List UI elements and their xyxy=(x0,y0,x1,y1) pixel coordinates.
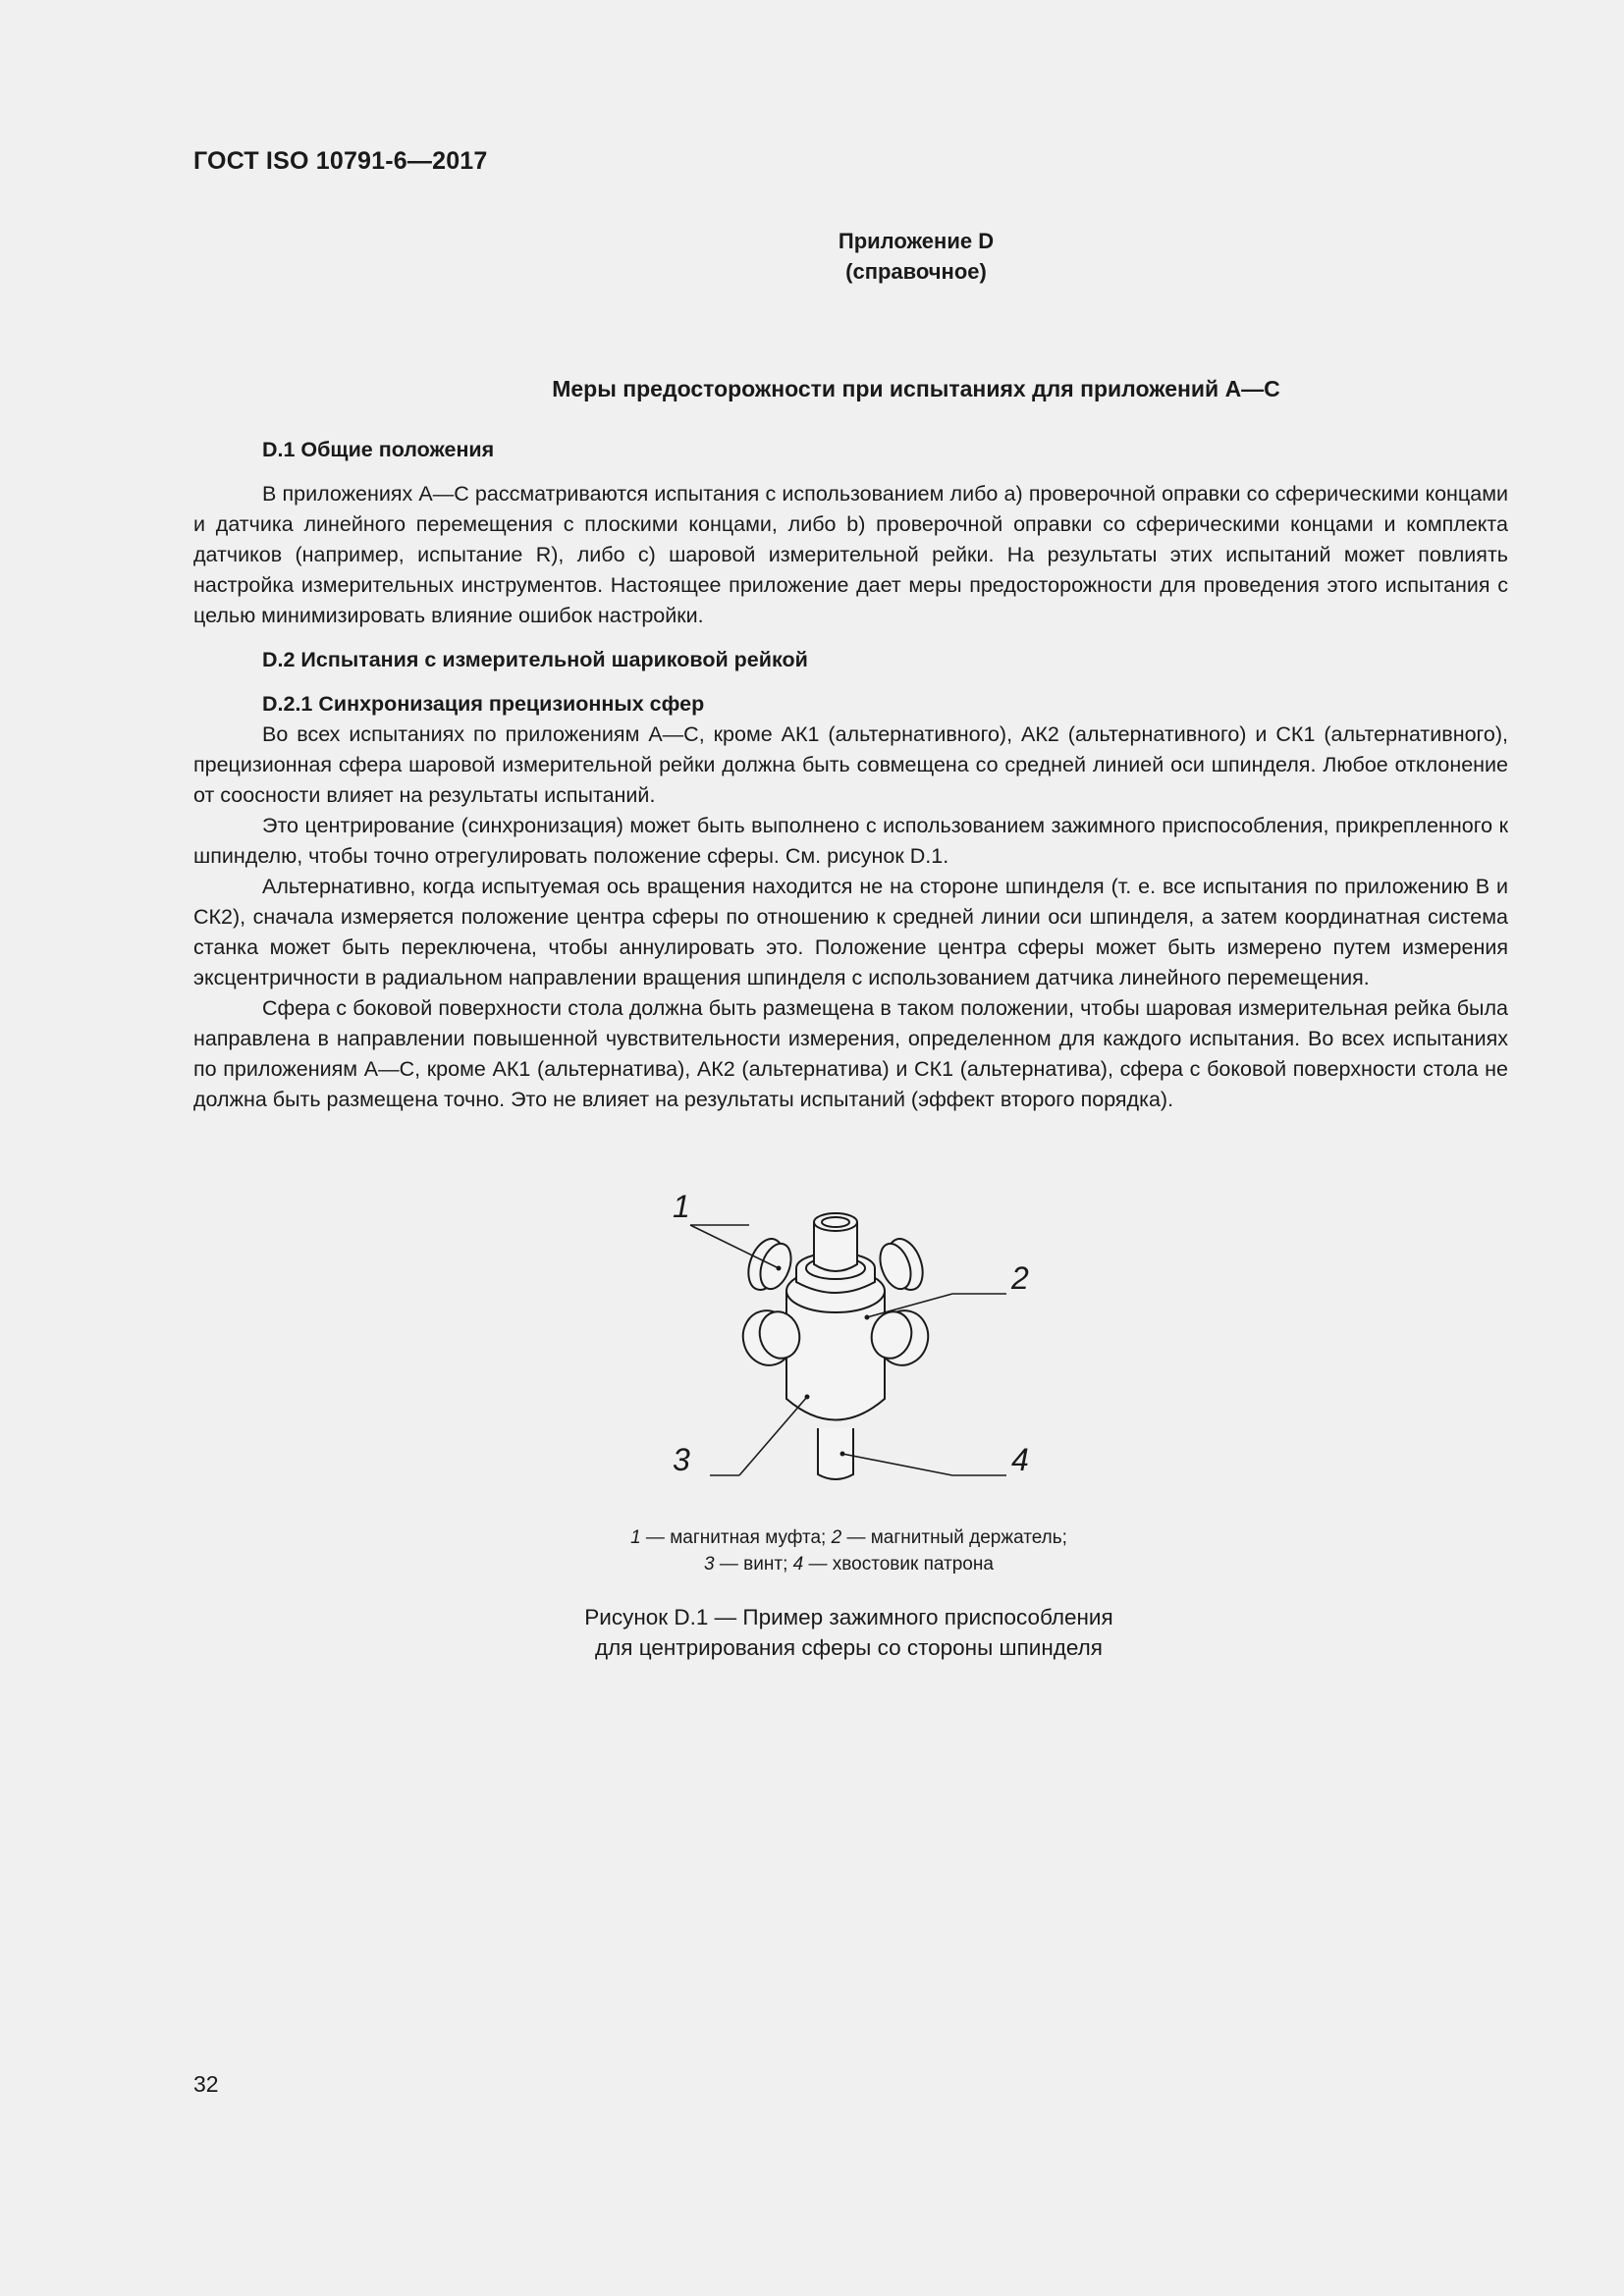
callout-3: 3 xyxy=(673,1442,690,1477)
paragraph-d21-3: Альтернативно, когда испытуемая ось вращения находится не на стороне шпинделя (т. е. все испытания по приложению В и СК2), сначала измеряется положение центра сферы по отношению к средней линии оси шпинделя, а затем координатная система станка может быть переключена, чтобы аннулировать это. Положение центра сферы может быть измерено путем измерения эксцентричности в радиальном направлении вращения шпинделя с использованием датчика линейного перемещения. xyxy=(193,875,1508,989)
legend-number-3: 3 xyxy=(704,1554,715,1575)
legend-number-2: 2 xyxy=(831,1527,842,1548)
legend-text-4: — хвостовик патрона xyxy=(803,1554,994,1575)
legend-number-1: 1 xyxy=(630,1527,641,1548)
section-heading-d1: D.1 Общие положения xyxy=(262,438,495,461)
paragraph-d21-2: Это центрирование (синхронизация) может быть выполнено с использованием зажимного приспособления, прикрепленного к шпинделю, чтобы точно отрегулировать положение сферы. См. рисунок D.1. xyxy=(193,814,1508,868)
page-number: 32 xyxy=(193,2071,219,2097)
paragraph-d1-1: В приложениях А—С рассматриваются испытания с использованием либо а) проверочной оправки со сферическими концами и датчика линейного перемещения с плоскими концами, либо b) проверочной оправки со сферическими концами и комплекта датчиков (например, испытание R), либо с) шаровой измерительной рейки. На результаты этих испытаний может повлиять настройка измерительных инструментов. Настоящее приложение дает меры предосторожности для проведения этого испытания с целью минимизировать влияние ошибок настройки. xyxy=(193,482,1508,627)
section-heading-d2: D.2 Испытания с измерительной шариковой рейкой xyxy=(262,648,808,671)
legend-text-3: — винт; xyxy=(714,1554,793,1575)
clamping-fixture-illustration xyxy=(658,1188,1070,1502)
paragraph-d21-1: Во всех испытаниях по приложениям А—С, кроме АК1 (альтернативного), АК2 (альтернативного) и СК1 (альтернативного), прецизионная сфера шаровой измерительной рейки должна быть совмещена со средней линией оси шпинделя. Любое отклонение от соосности влияет на результаты испытаний. xyxy=(193,722,1508,807)
legend-number-4: 4 xyxy=(792,1554,804,1575)
paragraph-d21-4: Сфера с боковой поверхности стола должна быть размещена в таком положении, чтобы шаровая измерительная рейка была направлена в направлении повышенной чувствительности измерения, определенном для каждого испытания. Во всех испытаниях по приложениям А—С, кроме АК1 (альтернатива), АК2 (альтернатива) и СК1 (альтернатива), сфера с боковой поверхности стола не должна быть размещена точно. Это не влияет на результаты испытаний (эффект второго порядка). xyxy=(193,996,1508,1111)
body-text xyxy=(193,435,1508,1115)
figure-caption-line-2: для центрирования сферы со стороны шпинделя xyxy=(595,1635,1103,1660)
figure-caption-line-1: Рисунок D.1 — Пример зажимного приспособления xyxy=(584,1605,1113,1629)
figure-caption xyxy=(0,1602,1624,1663)
legend-text-1: — магнитная муфта; xyxy=(640,1527,832,1548)
callout-2: 2 xyxy=(1011,1260,1029,1296)
annex-title: Приложение D xyxy=(838,229,995,253)
callout-1: 1 xyxy=(673,1189,690,1224)
figure-d1-drawing xyxy=(658,1188,1070,1502)
figure-legend xyxy=(0,1524,1624,1577)
main-title-text: Меры предосторожности при испытаниях для приложений А—С xyxy=(552,376,1280,401)
main-title xyxy=(0,376,1624,402)
annex-type: (справочное) xyxy=(845,259,987,284)
section-heading-d21: D.2.1 Синхронизация прецизионных сфер xyxy=(262,692,705,716)
callout-4: 4 xyxy=(1011,1442,1029,1477)
legend-text-2: — магнитный держатель; xyxy=(841,1527,1067,1548)
legend-line-1 xyxy=(74,1524,1624,1551)
legend-line-2 xyxy=(74,1551,1624,1577)
document-header: ГОСТ ISO 10791-6—2017 xyxy=(193,147,488,175)
annex-heading xyxy=(0,226,1624,287)
